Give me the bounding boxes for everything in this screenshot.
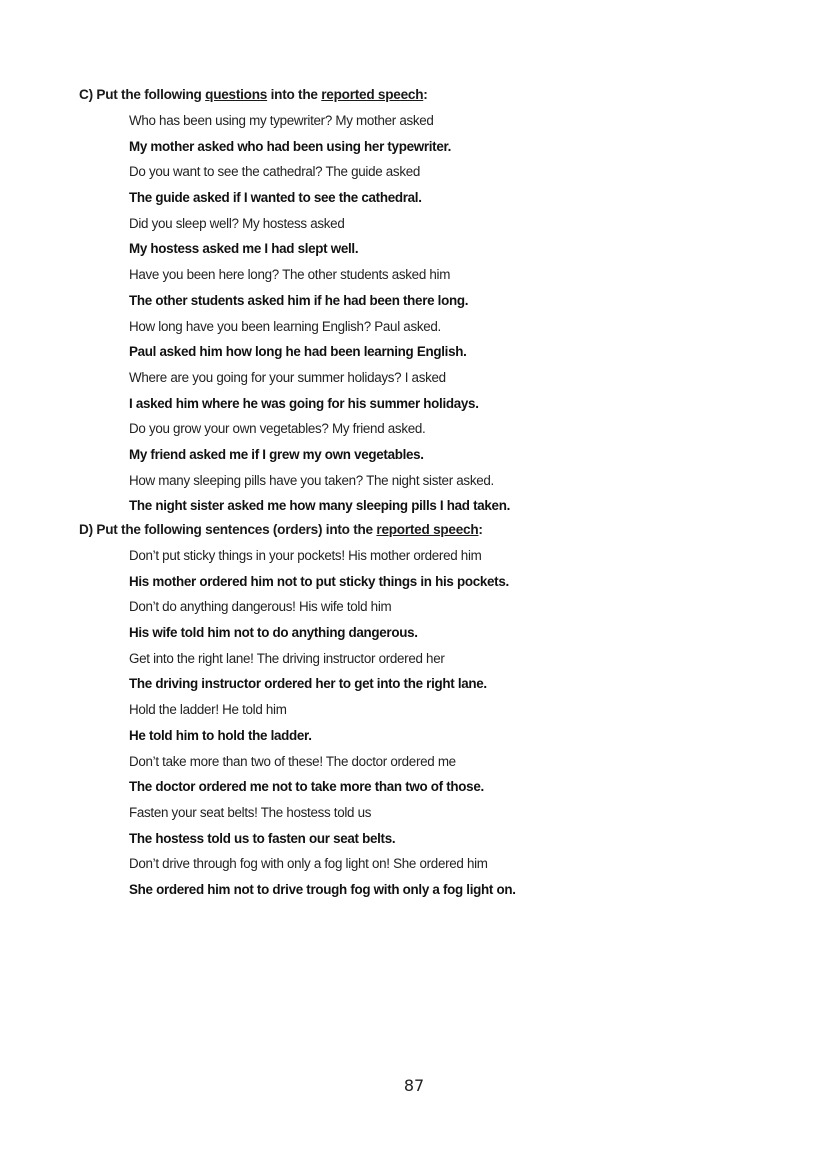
section-c-heading — [79, 86, 428, 104]
exercise-question: Don’t take more than two of these! The doctor ordered me — [129, 753, 456, 769]
exercise-answer: The hostess told us to fasten our seat belts. — [129, 830, 396, 846]
exercise-question: Fasten your seat belts! The hostess told us — [129, 804, 372, 820]
section-c-heading-text-mid: into the — [267, 87, 322, 102]
exercise-question: How many sleeping pills have you taken? The night sister asked. — [129, 472, 494, 488]
exercise-answer: His mother ordered him not to put sticky things in his pockets. — [129, 573, 509, 589]
exercise-question: Don’t put sticky things in your pockets! His mother ordered him — [129, 548, 482, 563]
exercise-question: Do you want to see the cathedral? The guide asked — [129, 164, 421, 180]
exercise-answer: The driving instructor ordered her to get into the right lane. — [129, 676, 487, 692]
exercise-answer: She ordered him not to drive trough fog with only a fog light on. — [129, 881, 516, 897]
page-number: 87 — [403, 1076, 425, 1095]
exercise-question: Don’t drive through fog with only a fog light on! She ordered him — [129, 856, 488, 872]
exercise-question: Do you grow your own vegetables? My friend asked. — [129, 421, 426, 437]
section-d-exercise-list — [129, 547, 516, 907]
section-d-heading — [79, 521, 483, 539]
section-c-heading-underlined-questions: questions — [205, 87, 268, 102]
exercise-question: Did you sleep well? My hostess asked — [129, 215, 345, 231]
section-d-heading-underlined-reported-speech: reported speech — [376, 522, 479, 537]
section-c-heading-text: C) Put the following — [79, 87, 206, 102]
exercise-question: Where are you going for your summer holidays? I asked — [129, 369, 446, 385]
exercise-answer: Paul asked him how long he had been learning English. — [129, 344, 467, 360]
exercise-question: Get into the right lane! The driving instructor ordered her — [129, 650, 445, 666]
exercise-answer: My mother asked who had been using her typewriter. — [129, 138, 452, 154]
exercise-answer: My hostess asked me I had slept well. — [129, 241, 359, 257]
exercise-answer: His wife told him not to do anything dangerous. — [129, 625, 418, 641]
exercise-answer: The doctor ordered me not to take more than two of those. — [129, 779, 484, 795]
exercise-answer: The other students asked him if he had been there long. — [129, 292, 469, 308]
section-c-exercise-list — [129, 112, 510, 523]
exercise-question: Don’t do anything dangerous! His wife told him — [129, 599, 392, 615]
section-c-heading-underlined-reported-speech: reported speech — [321, 87, 424, 102]
exercise-answer: My friend asked me if I grew my own vegetables. — [129, 446, 424, 462]
section-d-heading-colon: : — [478, 522, 483, 537]
exercise-question: Have you been here long? The other students asked him — [129, 267, 451, 283]
exercise-question: Who has been using my typewriter? My mother asked — [129, 113, 434, 128]
exercise-answer: I asked him where he was going for his summer holidays. — [129, 395, 479, 411]
exercise-answer: The guide asked if I wanted to see the cathedral. — [129, 190, 422, 206]
section-d-heading-text: D) Put the following sentences (orders) into the — [79, 522, 377, 537]
section-c-heading-colon: : — [423, 87, 428, 102]
exercise-answer: He told him to hold the ladder. — [129, 727, 312, 743]
exercise-answer: The night sister asked me how many sleeping pills I had taken. — [129, 498, 510, 514]
exercise-question: How long have you been learning English? Paul asked. — [129, 318, 441, 334]
exercise-question: Hold the ladder! He told him — [129, 702, 287, 718]
